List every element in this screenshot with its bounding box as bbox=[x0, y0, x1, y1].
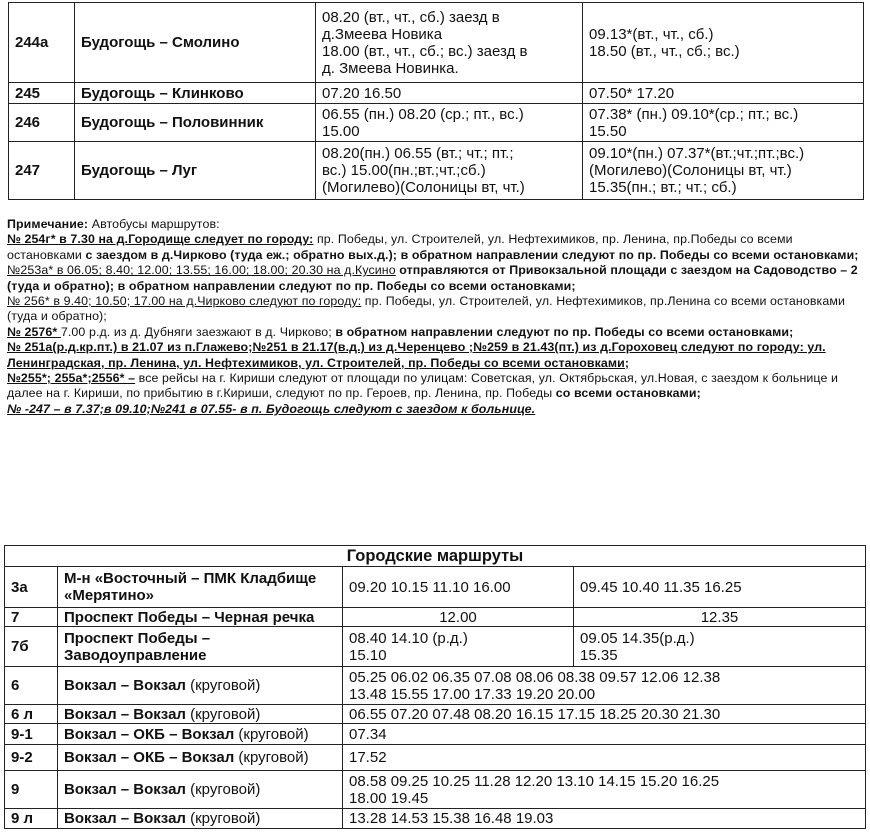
route-name: Проспект Победы – Заводоуправление bbox=[58, 627, 343, 667]
note-253a: №253а* в 06.05; 8.40; 12.00; 13.55; 16.00; 18.00; 20.30 на д.Кусино отправляются от Привокзальной площади с заездом на Садоводство – 2 (туда и обратно); в обратном направлении следуют по пр. Победы со всеми остановками; bbox=[7, 263, 858, 293]
time-line: д. Змеева Новинка. bbox=[322, 59, 459, 77]
table-row bbox=[5, 608, 866, 627]
note-247: № -247 – в 7.37;в 09.10;№241 в 07.55- в п. Будогощь следуют с заездом к больнице. bbox=[7, 401, 536, 416]
forward-times: 12.00 bbox=[343, 608, 574, 627]
forward-times bbox=[316, 142, 583, 200]
forward-times bbox=[316, 104, 583, 142]
table-row bbox=[9, 3, 864, 83]
return-times bbox=[583, 142, 864, 200]
time-line: 05.25 06.02 06.35 07.08 08.06 08.38 09.57 12.06 12.38 bbox=[349, 668, 721, 686]
time-line: 07.20 16.50 bbox=[322, 84, 402, 102]
table-row bbox=[5, 627, 866, 667]
route-name: Проспект Победы – Черная речка bbox=[58, 608, 343, 627]
time-line: 08.20(пн.) 06.55 (вт.; чт.; пт.; bbox=[322, 145, 514, 162]
route-number: 7б bbox=[5, 627, 58, 667]
table-row bbox=[5, 771, 866, 809]
table-row bbox=[9, 142, 864, 200]
route-name: Вокзал – ОКБ – Вокзал (круговой) bbox=[58, 724, 343, 745]
time-line: 15.10 bbox=[349, 646, 387, 664]
times bbox=[343, 724, 866, 745]
return-times bbox=[583, 3, 864, 83]
route-number: 246 bbox=[9, 104, 75, 142]
route-name: Вокзал – ОКБ – Вокзал (круговой) bbox=[58, 745, 343, 771]
route-name: Будогощь – Половинник bbox=[75, 104, 316, 142]
forward-times bbox=[343, 627, 574, 667]
forward-times: 09.20 10.15 11.10 16.00 bbox=[343, 567, 574, 608]
time-line: 09.13*(вт., чт., сб.) bbox=[589, 25, 714, 43]
note-intro: Примечание: Автобусы маршрутов: bbox=[7, 217, 220, 231]
table-row bbox=[5, 667, 866, 705]
route-name: Будогощь – Смолино bbox=[75, 3, 316, 83]
times bbox=[343, 745, 866, 771]
notes-section bbox=[7, 217, 867, 417]
table-row bbox=[9, 104, 864, 142]
route-number: 9 bbox=[5, 771, 58, 809]
route-number: 3а bbox=[5, 567, 58, 608]
route-number: 7 bbox=[5, 608, 58, 627]
return-times: 09.45 10.40 11.35 16.25 bbox=[574, 567, 866, 608]
return-times bbox=[574, 627, 866, 667]
time-line: 08.58 09.25 10.25 11.28 12.20 13.10 14.15 15.20 16.25 bbox=[349, 772, 720, 790]
forward-times bbox=[316, 3, 583, 83]
route-number: 245 bbox=[9, 83, 75, 104]
time-line: 09.05 14.35(р.д.) bbox=[580, 629, 695, 647]
time-line: 15.35(пн.; вт.; чт.; сб.) bbox=[589, 179, 737, 196]
time-line: вс.) 15.00(пн.;вт.;чт.;сб.) bbox=[322, 162, 486, 179]
time-line: д.Змеева Новика bbox=[322, 25, 443, 43]
time-line: 07.38* (пн.) 09.10*(ср.; пт.; вс.) bbox=[589, 105, 799, 123]
table-header-row bbox=[5, 546, 866, 567]
time-line: 17.52 bbox=[349, 749, 387, 766]
times bbox=[343, 705, 866, 724]
route-number: 6 л bbox=[5, 705, 58, 724]
suburban-routes-table bbox=[8, 2, 864, 200]
table-row bbox=[5, 567, 866, 608]
note-251a: № 251а(р.д.кр.пт.) в 21.07 из п.Глажево;№251 в 21.17(в.д.) из д.Черенцево ;№259 в 21.43(пт.) из д.Гороховец следуют по городу: ул. Ленинградская, пр. Ленина, ул. Нефтехимиков, ул. Строителей, пр. Победы со всеми остановками; bbox=[7, 340, 826, 370]
route-name: Будогощь – Клинково bbox=[75, 83, 316, 104]
route-name: Вокзал – Вокзал (круговой) bbox=[58, 705, 343, 724]
times bbox=[343, 667, 866, 705]
route-name: Будогощь – Луг bbox=[75, 142, 316, 200]
time-line: 18.50 (вт., чт., сб.; вс.) bbox=[589, 42, 740, 60]
route-number: 247 bbox=[9, 142, 75, 200]
return-times bbox=[583, 83, 864, 104]
time-line: 15.00 bbox=[322, 122, 360, 140]
route-number: 9 л bbox=[5, 809, 58, 829]
time-line: 07.34 bbox=[349, 725, 387, 743]
time-line: (Могилево)(Солоницы вт, чт.) bbox=[322, 179, 525, 196]
return-times: 12.35 bbox=[574, 608, 866, 627]
route-name: Вокзал – Вокзал (круговой) bbox=[58, 809, 343, 829]
time-line: (Могилево)(Солоницы вт, чт.) bbox=[589, 162, 792, 179]
time-line: 07.50* 17.20 bbox=[589, 84, 675, 102]
time-line: 18.00 19.45 bbox=[349, 789, 429, 807]
time-line: 08.20 (вт., чт., сб.) заезд в bbox=[322, 8, 500, 26]
time-line: 06.55 07.20 07.48 08.20 16.15 17.15 18.25 20.30 21.30 bbox=[349, 705, 721, 723]
time-line: 18.00 (вт., чт., сб.; вс.) заезд в bbox=[322, 42, 528, 60]
time-line: 15.35 bbox=[580, 646, 618, 664]
forward-times bbox=[316, 83, 583, 104]
time-line: 06.55 (пн.) 08.20 (ср.; пт., вс.) bbox=[322, 105, 524, 123]
time-line: 13.28 14.53 15.38 16.48 19.03 bbox=[349, 810, 554, 827]
route-name: Вокзал – Вокзал (круговой) bbox=[58, 667, 343, 705]
times bbox=[343, 771, 866, 809]
note-255: №255*; 255а*;2556* – все рейсы на г. Кириши следуют от площади по улицам: Советская, ул. Октябрьская, ул.Новая, с заездом к больнице и далее на г. Кириши, по прибытию в г.Кириши, следуют по пр. Героев, пр. Ленина, пр. Победы со всеми остановками; bbox=[7, 371, 839, 401]
note-2576: № 2576* 7.00 р.д. из д. Дубняги заезжают в д. Чирково; в обратном направлении следуют по пр. Победы со всеми остановками; bbox=[7, 324, 794, 339]
route-number: 9-2 bbox=[5, 745, 58, 771]
route-number: 244а bbox=[9, 3, 75, 83]
note-256: № 256* в 9.40; 10.50; 17.00 на д.Чирково следуют по городу: пр. Победы, ул. Строителей, ул. Нефтехимиков, пр.Ленина со всеми остановками (туда и обратно); bbox=[7, 294, 845, 324]
table-row bbox=[9, 83, 864, 104]
route-name: М-н «Восточный – ПМК Кладбище «Мерятино» bbox=[58, 567, 343, 608]
table-row bbox=[5, 705, 866, 724]
city-routes-table bbox=[4, 545, 866, 829]
route-name: Вокзал – Вокзал (круговой) bbox=[58, 771, 343, 809]
route-number: 9-1 bbox=[5, 724, 58, 745]
table-row bbox=[5, 724, 866, 745]
return-times bbox=[583, 104, 864, 142]
time-line: 15.50 bbox=[589, 122, 627, 140]
table-row bbox=[5, 745, 866, 771]
time-line: 13.48 15.55 17.00 17.33 19.20 20.00 bbox=[349, 685, 596, 703]
table-title: Городские маршруты bbox=[5, 546, 866, 567]
time-line: 08.40 14.10 (р.д.) bbox=[349, 629, 468, 647]
note-254g: № 254г* в 7.30 на д.Городище следует по городу: пр. Победы, ул. Строителей, ул. Нефтехимиков, пр. Ленина, пр.Победы со всеми остановками с заездом в д.Чирково (туда еж.; обратно вых.д.); в обратном направлении следуют по пр. Победы со всеми остановками; bbox=[7, 232, 859, 262]
time-line: 09.10*(пн.) 07.37*(вт.;чт.;пт.;вс.) bbox=[589, 145, 805, 162]
table-row bbox=[5, 809, 866, 829]
route-number: 6 bbox=[5, 667, 58, 705]
times bbox=[343, 809, 866, 829]
